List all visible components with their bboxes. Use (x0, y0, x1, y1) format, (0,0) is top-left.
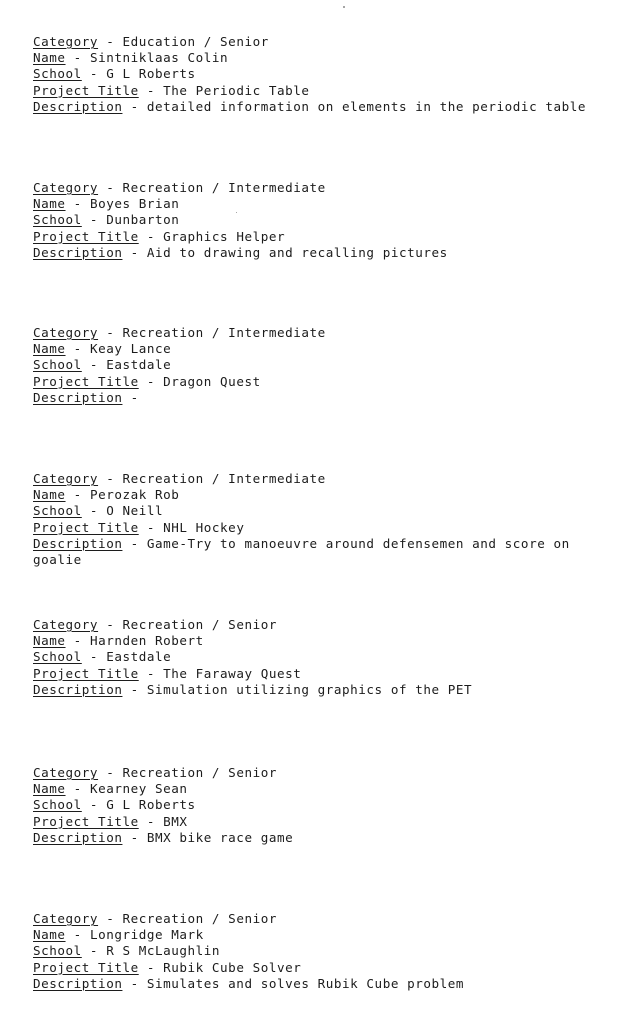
project-title-value: The Periodic Table (163, 82, 310, 98)
description-value: BMX bike race game (146, 829, 294, 845)
school-label: School (33, 212, 82, 228)
name-value: Perozak Rob (89, 487, 180, 503)
category-line: Category - Recreation / Intermediate (33, 180, 326, 195)
description-line: Description - Game-Try to manoeuvre around defensemen and score on goalie (33, 535, 578, 568)
project-title-line: Project Title - Graphics Helper (33, 228, 286, 244)
project-title-line: Project Title - The Faraway Quest (33, 665, 302, 681)
description-value: Simulates and solves Rubik Cube problem (146, 975, 465, 991)
school-value: R S McLaughlin (106, 943, 221, 959)
description-line: Description - Simulates and solves Rubik Cube problem (33, 975, 465, 991)
category-value: Recreation / Senior (122, 617, 277, 632)
description-label: Description (33, 98, 123, 114)
category-value: Recreation / Intermediate (122, 471, 326, 486)
school-line: School - Dunbarton (33, 212, 180, 228)
project-title-value: The Faraway Quest (163, 665, 302, 681)
project-entry (33, 765, 613, 846)
category-value: Recreation / Senior (122, 765, 277, 780)
category-label: Category (33, 34, 99, 49)
description-line: Description - (33, 389, 147, 405)
project-title-line: Project Title - BMX (33, 813, 188, 829)
school-label: School (33, 649, 82, 665)
description-label: Description (33, 244, 123, 260)
description-value: Game-Try to manoeuvre around defensemen and score on goalie (33, 535, 578, 568)
description-value: Aid to drawing and recalling pictures (146, 244, 448, 260)
description-line: Description - detailed information on elements in the periodic table (33, 98, 586, 114)
project-entry (33, 471, 613, 568)
school-line: School - G L Roberts (33, 66, 196, 82)
school-line: School - O Neill (33, 503, 164, 519)
project-title-label: Project Title (33, 959, 139, 975)
category-value: Recreation / Senior (122, 911, 277, 926)
project-title-label: Project Title (33, 519, 139, 535)
name-value: Kearney Sean (89, 781, 188, 797)
name-value: Harnden Robert (89, 633, 204, 649)
category-line: Category - Recreation / Intermediate (33, 325, 326, 340)
name-label: Name (33, 196, 66, 212)
category-label: Category (33, 911, 99, 926)
description-line: Description - BMX bike race game (33, 829, 294, 845)
school-line: School - Eastdale (33, 649, 172, 665)
school-value: G L Roberts (106, 66, 196, 82)
category-value: Recreation / Intermediate (122, 180, 326, 195)
name-label: Name (33, 927, 66, 943)
school-value: Eastdale (106, 649, 172, 665)
school-line: School - G L Roberts (33, 797, 196, 813)
school-label: School (33, 503, 82, 519)
school-line: School - Eastdale (33, 357, 172, 373)
description-value: Simulation utilizing graphics of the PET (146, 681, 473, 697)
school-label: School (33, 797, 82, 813)
project-title-line: Project Title - Dragon Quest (33, 373, 261, 389)
category-label: Category (33, 180, 99, 195)
category-line: Category - Recreation / Senior (33, 911, 277, 926)
category-line: Category - Education / Senior (33, 34, 269, 49)
name-label: Name (33, 487, 66, 503)
project-entry (33, 911, 613, 992)
name-line: Name - Boyes Brian (33, 196, 180, 212)
name-line: Name - Longridge Mark (33, 927, 204, 943)
school-label: School (33, 66, 82, 82)
description-label: Description (33, 829, 123, 845)
category-label: Category (33, 325, 99, 340)
description-line: Description - Simulation utilizing graphics of the PET (33, 681, 473, 697)
school-value: O Neill (106, 503, 164, 519)
name-value: Sintniklaas Colin (89, 50, 229, 66)
category-line: Category - Recreation / Senior (33, 617, 277, 632)
category-value: Education / Senior (122, 34, 269, 49)
description-label: Description (33, 681, 123, 697)
category-label: Category (33, 471, 99, 486)
name-line: Name - Perozak Rob (33, 487, 180, 503)
project-title-label: Project Title (33, 373, 139, 389)
project-entry (33, 180, 613, 261)
category-label: Category (33, 765, 99, 780)
project-title-value: Graphics Helper (163, 228, 286, 244)
paper-speck (343, 6, 345, 8)
name-label: Name (33, 341, 66, 357)
description-value: detailed information on elements in the periodic table (146, 98, 586, 114)
name-label: Name (33, 633, 66, 649)
name-line: Name - Keay Lance (33, 341, 172, 357)
school-label: School (33, 943, 82, 959)
name-label: Name (33, 50, 66, 66)
school-value: Dunbarton (106, 212, 180, 228)
name-value: Boyes Brian (89, 196, 180, 212)
name-line: Name - Harnden Robert (33, 633, 204, 649)
category-value: Recreation / Intermediate (122, 325, 326, 340)
project-title-label: Project Title (33, 813, 139, 829)
project-title-value: BMX (163, 813, 188, 829)
name-value: Longridge Mark (89, 927, 204, 943)
school-label: School (33, 357, 82, 373)
project-title-line: Project Title - The Periodic Table (33, 82, 310, 98)
description-line: Description - Aid to drawing and recalling pictures (33, 244, 448, 260)
description-label: Description (33, 975, 123, 991)
project-title-label: Project Title (33, 228, 139, 244)
project-entry (33, 34, 613, 115)
category-label: Category (33, 617, 99, 632)
project-entry (33, 325, 613, 406)
name-label: Name (33, 781, 66, 797)
school-value: G L Roberts (106, 797, 196, 813)
project-title-value: NHL Hockey (163, 519, 245, 535)
project-title-line: Project Title - NHL Hockey (33, 519, 245, 535)
project-title-label: Project Title (33, 82, 139, 98)
description-label: Description (33, 535, 123, 551)
project-title-label: Project Title (33, 665, 139, 681)
school-line: School - R S McLaughlin (33, 943, 221, 959)
project-title-value: Rubik Cube Solver (163, 959, 302, 975)
project-entry (33, 617, 613, 698)
category-line: Category - Recreation / Senior (33, 765, 277, 780)
description-label: Description (33, 389, 123, 405)
project-title-value: Dragon Quest (163, 373, 261, 389)
school-value: Eastdale (106, 357, 172, 373)
name-line: Name - Kearney Sean (33, 781, 188, 797)
project-title-line: Project Title - Rubik Cube Solver (33, 959, 302, 975)
name-line: Name - Sintniklaas Colin (33, 50, 229, 66)
category-line: Category - Recreation / Intermediate (33, 471, 326, 486)
name-value: Keay Lance (89, 341, 172, 357)
